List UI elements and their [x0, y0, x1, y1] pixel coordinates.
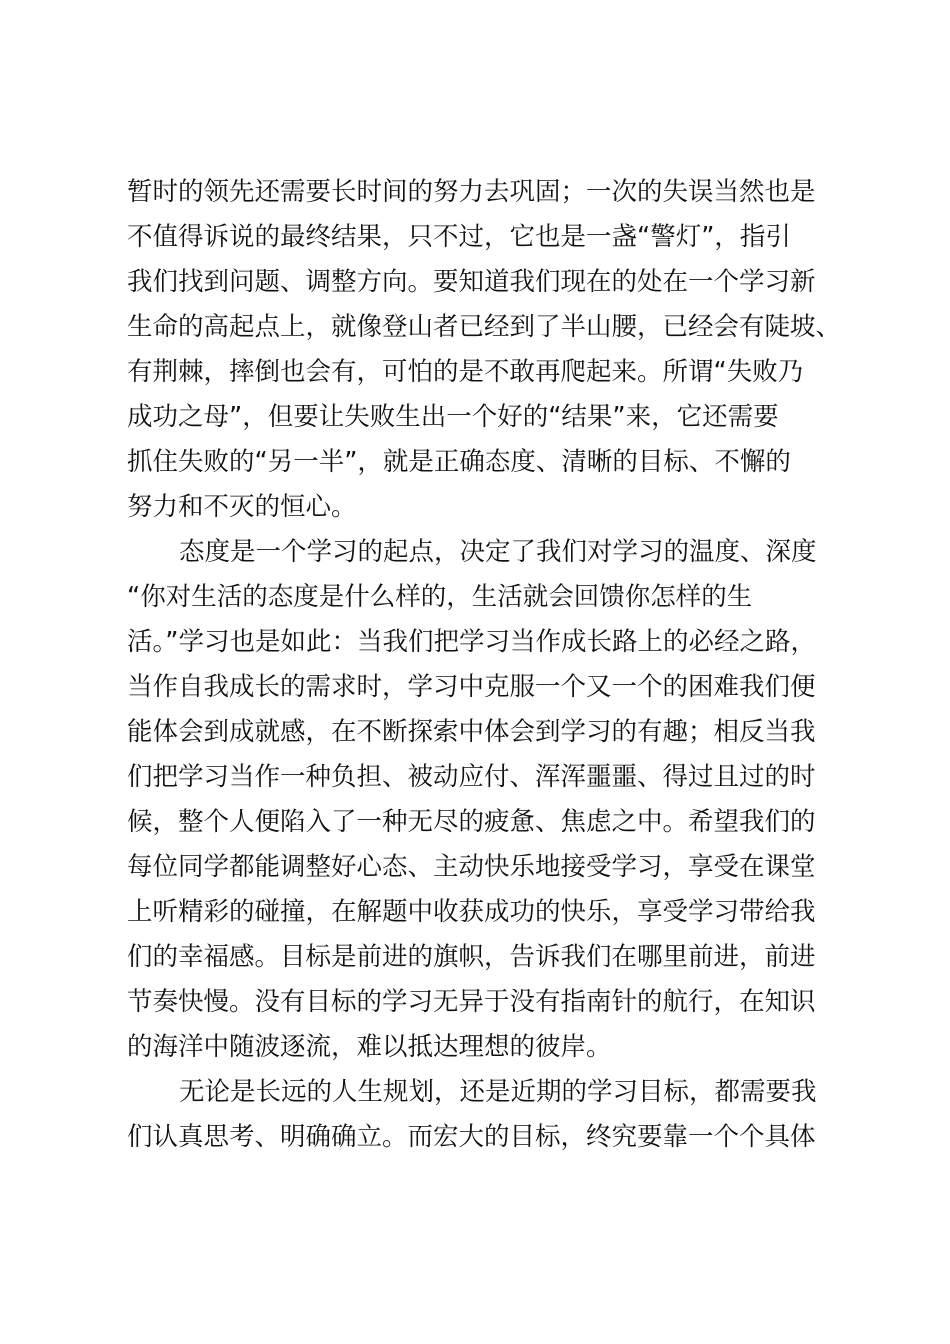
text-line: 暂时的领先还需要长时间的努力去巩固；一次的失误当然也是	[127, 177, 816, 207]
text-line: 成功之母”，但要让失败生出一个好的“结果”来，它还需要	[127, 402, 779, 432]
paragraph-2	[127, 530, 837, 1070]
text-line: 当作自我成长的需求时，学习中克服一个又一个的困难我们便	[127, 672, 816, 702]
paragraph-3	[127, 1070, 837, 1160]
text-line: 活。”学习也是如此：当我们把学习当作成长路上的必经之路，	[127, 627, 816, 657]
text-line: 们认真思考、明确确立。而宏大的目标，终究要靠一个个具体	[127, 1122, 816, 1152]
text-line: 的海洋中随波逐流，难以抵达理想的彼岸。	[127, 1032, 612, 1062]
text-line: 态度是一个学习的起点，决定了我们对学习的温度、深度	[179, 537, 817, 567]
text-line: 生命的高起点上，就像登山者已经到了半山腰，已经会有陡坡、	[127, 312, 842, 342]
text-line: 有荆棘，摔倒也会有，可怕的是不敢再爬起来。所谓“失败乃	[127, 357, 804, 387]
text-line: 们的幸福感。目标是前进的旗帜，告诉我们在哪里前进，前进	[127, 942, 816, 972]
text-line: 努力和不灭的恒心。	[127, 492, 357, 522]
text-line: 我们找到问题、调整方向。要知道我们现在的处在一个学习新	[127, 267, 816, 297]
body-text	[127, 170, 842, 1160]
text-line: 抓住失败的“另一半”，就是正确态度、清晰的目标、不懈的	[127, 447, 791, 477]
text-line: “你对生活的态度是什么样的，生活就会回馈你怎样的生	[127, 582, 753, 612]
text-line: 们把学习当作一种负担、被动应付、浑浑噩噩、得过且过的时	[127, 762, 816, 792]
paragraph-1	[127, 170, 842, 530]
text-line: 节奏快慢。没有目标的学习无异于没有指南针的航行，在知识	[127, 987, 816, 1017]
text-line: 每位同学都能调整好心态、主动快乐地接受学习，享受在课堂	[127, 852, 816, 882]
text-line: 候，整个人便陷入了一种无尽的疲惫、焦虑之中。希望我们的	[127, 807, 816, 837]
text-line: 不值得诉说的最终结果，只不过，它也是一盏“警灯”，指引	[127, 222, 791, 252]
text-line: 能体会到成就感，在不断探索中体会到学习的有趣；相反当我	[127, 717, 816, 747]
text-line: 上听精彩的碰撞，在解题中收获成功的快乐，享受学习带给我	[127, 897, 816, 927]
text-line: 无论是长远的人生规划，还是近期的学习目标，都需要我	[179, 1077, 817, 1107]
